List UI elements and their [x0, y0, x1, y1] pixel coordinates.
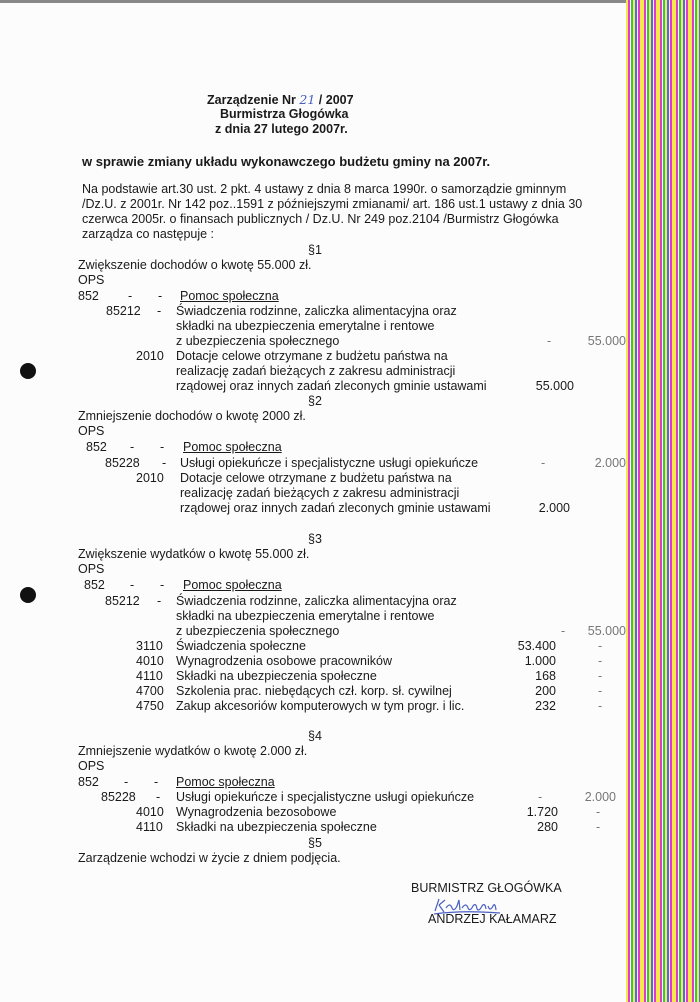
scan-edge [0, 0, 626, 3]
dash: - [130, 440, 135, 454]
section-mark: §4 [308, 729, 322, 743]
s4-section-name: Pomoc społeczna [176, 775, 275, 789]
s2-paragraph: 2010 [136, 471, 164, 485]
dash: - [596, 820, 601, 834]
preamble-line: Na podstawie art.30 ust. 2 pkt. 4 ustawy z dnia 8 marca 1990r. o samorządzie gminnym [82, 182, 567, 196]
dash: - [538, 790, 543, 804]
s2-chapter-line: Usługi opiekuńcze i specjalistyczne usługi opiekuńcze [180, 456, 479, 470]
s3-section: 852 [84, 578, 105, 592]
scan-color-stripes [626, 0, 700, 1002]
s1-section-name: Pomoc społeczna [180, 289, 279, 303]
s1-chapter-line: składki na ubezpieczenia emerytalne i rentowe [176, 319, 435, 333]
dash: - [130, 578, 135, 592]
dash: - [598, 639, 603, 653]
s2-unit: OPS [78, 424, 105, 438]
s4-row-code: 4010 [136, 805, 164, 819]
s3-row-code: 4110 [136, 669, 163, 683]
s4-row-amount: 1.720 [526, 805, 558, 819]
s3-row-name: Szkolenia prac. niebędących czł. korp. sł. cywilnej [176, 684, 452, 698]
s4-unit: OPS [78, 759, 105, 773]
section-mark: §3 [308, 532, 322, 546]
s1-paragraph-amount: 55.000 [535, 379, 574, 393]
s2-chapter: 85228 [105, 456, 140, 470]
s1-unit: OPS [78, 273, 105, 287]
s2-paragraph-line: realizację zadań bieżących z zakresu administracji [180, 486, 460, 500]
s3-row-amount: 232 [535, 699, 556, 713]
s3-row-code: 4010 [136, 654, 164, 668]
s1-chapter: 85212 [106, 304, 141, 318]
s2-heading: Zmniejszenie dochodów o kwotę 2000 zł. [78, 409, 306, 423]
signatory-name: ANDRZEJ KAŁAMARZ [428, 912, 557, 926]
s4-chapter-amount: 2.000 [584, 790, 616, 804]
punch-hole [20, 363, 36, 379]
s2-paragraph-line: rządowej oraz innych zadań zleconych gminie ustawami [180, 501, 491, 515]
s1-chapter-line: Świadczenia rodzinne, zaliczka alimentacyjna oraz [176, 304, 457, 318]
s2-paragraph-line: Dotacje celowe otrzymane z budżetu państwa na [180, 471, 452, 485]
dash: - [561, 624, 566, 638]
s3-row-amount: 168 [535, 669, 556, 683]
s3-row-name: Wynagrodzenia osobowe pracowników [176, 654, 392, 668]
s3-row-amount: 1.000 [524, 654, 556, 668]
signature-title: BURMISTRZ GŁOGÓWKA [411, 881, 562, 895]
s1-chapter-amount: 55.000 [587, 334, 626, 348]
document-title: Zarządzenie Nr 21 / 2007 [207, 92, 354, 107]
s4-row-amount: 280 [537, 820, 558, 834]
s1-paragraph-line: Dotacje celowe otrzymane z budżetu państwa na [176, 349, 448, 363]
subject: w sprawie zmiany układu wykonawczego budżetu gminy na 2007r. [82, 154, 491, 169]
dash: - [598, 654, 603, 668]
s3-chapter-line: Świadczenia rodzinne, zaliczka alimentacyjna oraz [176, 594, 457, 608]
dash: - [128, 289, 133, 303]
s1-paragraph-line: rządowej oraz innych zadań zleconych gminie ustawami [176, 379, 487, 393]
s3-row-code: 4700 [136, 684, 164, 698]
handwritten-number: 21 [299, 92, 316, 107]
dash: - [154, 775, 159, 789]
document-date: z dnia 27 lutego 2007r. [215, 122, 348, 136]
dash: - [598, 684, 603, 698]
s1-section: 852 [78, 289, 99, 303]
punch-hole [20, 587, 36, 603]
preamble-line: czerwca 2005r. o finansach publicznych / Dz.U. Nr 249 poz.2104 /Burmistrz Głogówka [82, 212, 559, 226]
dash: - [158, 289, 163, 303]
dash: - [596, 805, 601, 819]
section-mark: §1 [308, 243, 322, 257]
section-mark: §5 [308, 836, 322, 850]
s3-chapter: 85212 [105, 594, 140, 608]
s3-chapter-line: składki na ubezpieczenia emerytalne i rentowe [176, 609, 435, 623]
dash: - [124, 775, 129, 789]
s1-paragraph-line: realizację zadań bieżących z zakresu administracji [176, 364, 456, 378]
s3-unit: OPS [78, 562, 105, 576]
s1-heading: Zwiększenie dochodów o kwotę 55.000 zł. [78, 258, 312, 272]
dash: - [598, 699, 603, 713]
preamble-line: zarządza co następuje : [82, 227, 215, 241]
preamble-line: /Dz.U. z 2001r. Nr 142 poz..1591 z późniejszymi zmianami/ art. 186 ust.1 ustawy z dnia 30 [82, 197, 583, 211]
s3-row-name: Świadczenia społeczne [176, 639, 306, 653]
s3-row-amount: 200 [535, 684, 556, 698]
s3-row-amount: 53.400 [517, 639, 556, 653]
s1-chapter-line: z ubezpieczenia społecznego [176, 334, 340, 348]
s4-chapter: 85228 [101, 790, 136, 804]
dash: - [157, 594, 162, 608]
dash: - [160, 440, 165, 454]
s4-row-code: 4110 [136, 820, 163, 834]
s4-section: 852 [78, 775, 99, 789]
s3-row-name: Zakup akcesoriów komputerowych w tym progr. i lic. [176, 699, 465, 713]
s2-paragraph-amount: 2.000 [538, 501, 570, 515]
s2-section-name: Pomoc społeczna [183, 440, 282, 454]
dash: - [157, 304, 162, 318]
section-mark: §2 [308, 394, 322, 408]
s3-heading: Zwiększenie wydatków o kwotę 55.000 zł. [78, 547, 310, 561]
s3-chapter-amount: 55.000 [587, 624, 626, 638]
s3-chapter-line: z ubezpieczenia społecznego [176, 624, 340, 638]
dash: - [598, 669, 603, 683]
issuer: Burmistrza Głogówka [220, 107, 349, 121]
s4-heading: Zmniejszenie wydatków o kwotę 2.000 zł. [78, 744, 308, 758]
dash: - [160, 578, 165, 592]
s3-row-code: 3110 [136, 639, 163, 653]
dash: - [162, 456, 167, 470]
s2-chapter-amount: 2.000 [594, 456, 626, 470]
s3-row-name: Składki na ubezpieczenia społeczne [176, 669, 377, 683]
s4-row-name: Wynagrodzenia bezosobowe [176, 805, 337, 819]
s4-chapter-line: Usługi opiekuńcze i specjalistyczne usługi opiekuńcze [176, 790, 475, 804]
dash: - [541, 456, 546, 470]
s2-section: 852 [86, 440, 107, 454]
dash: - [547, 334, 552, 348]
s3-row-code: 4750 [136, 699, 164, 713]
s1-paragraph: 2010 [136, 349, 164, 363]
s3-section-name: Pomoc społeczna [183, 578, 282, 592]
s4-row-name: Składki na ubezpieczenia społeczne [176, 820, 377, 834]
s5-text: Zarządzenie wchodzi w życie z dniem podjęcia. [78, 851, 341, 865]
dash: - [156, 790, 161, 804]
